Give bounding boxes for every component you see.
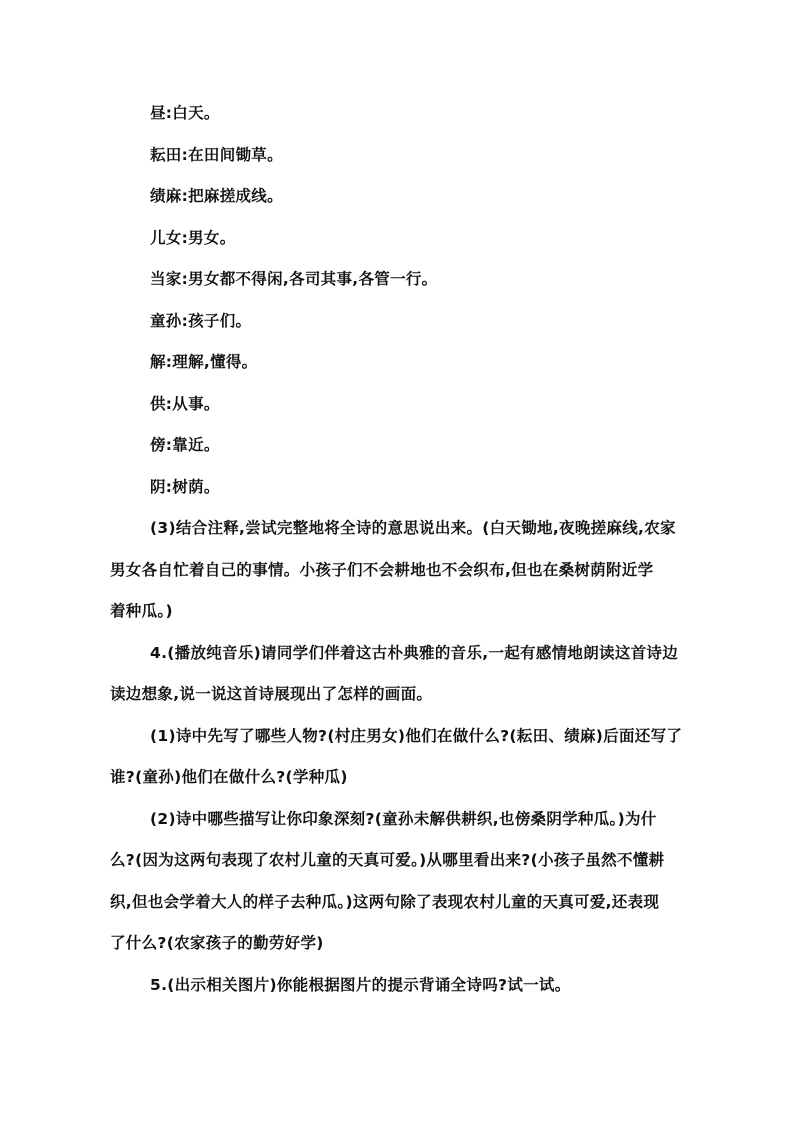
gloss-line: 供:从事。: [150, 394, 220, 413]
paragraph-line: 着种瓜。): [110, 602, 173, 620]
paragraph-line: 织,但也会学着大人的样子去种瓜。)这两句除了表现农村儿童的天真可爱,还表现: [110, 892, 660, 911]
paragraph-4-reading: [110, 643, 678, 705]
paragraph-line: 谁?(童孙)他们在做什么?(学种瓜): [110, 768, 348, 786]
gloss-line: 儿女:男女。: [150, 228, 236, 247]
paragraph-line: 么?(因为这两句表现了农村儿童的天真可爱。)从哪里看出来?(小孩子虽然不懂耕: [110, 851, 665, 869]
paragraph-question-2: [110, 809, 678, 954]
paragraph-line: (2)诗中哪些描写让你印象深刻?(童孙未解供耕织,也傍桑阴学种瓜。)为什: [150, 809, 657, 828]
paragraph-3-explanation: [110, 518, 678, 621]
paragraph-line: 4.(播放纯音乐)请同学们伴着这古朴典雅的音乐,一起有感情地朗读这首诗边: [150, 643, 679, 662]
gloss-line: 童孙:孩子们。: [150, 311, 252, 330]
paragraph-line: 了什么?(农家孩子的勤劳好学): [110, 934, 324, 952]
gloss-line: 阴:树荫。: [150, 477, 220, 496]
gloss-line: 昼:白天。: [150, 104, 220, 122]
gloss-line: 当家:男女都不得闲,各司其事,各管一行。: [150, 270, 438, 288]
paragraph-line: 读边想象,说一说这首诗展现出了怎样的画面。: [110, 685, 433, 703]
paragraph-5-recite: [110, 975, 678, 995]
paragraph-line: (1)诗中先写了哪些人物?(村庄男女)他们在做什么?(耘田、绩麻)后面还写了: [150, 726, 683, 745]
paragraph-line: (3)结合注释,尝试完整地将全诗的意思说出来。(白天锄地,夜晚搓麻线,农家: [150, 519, 676, 537]
gloss-line: 耘田:在田间锄草。: [150, 145, 283, 164]
gloss-line: 绩麻:把麻搓成线。: [150, 187, 283, 205]
gloss-line: 解:理解,懂得。: [150, 353, 258, 371]
paragraph-line: 男女各自忙着自己的事情。小孩子们不会耕地也不会织布,但也在桑树荫附近学: [110, 560, 654, 579]
gloss-line: 傍:靠近。: [150, 436, 220, 454]
paragraph-line: 5.(出示相关图片)你能根据图片的提示背诵全诗吗?试一试。: [150, 975, 571, 994]
paragraph-question-1: [110, 726, 683, 788]
document-body: [110, 103, 683, 1016]
